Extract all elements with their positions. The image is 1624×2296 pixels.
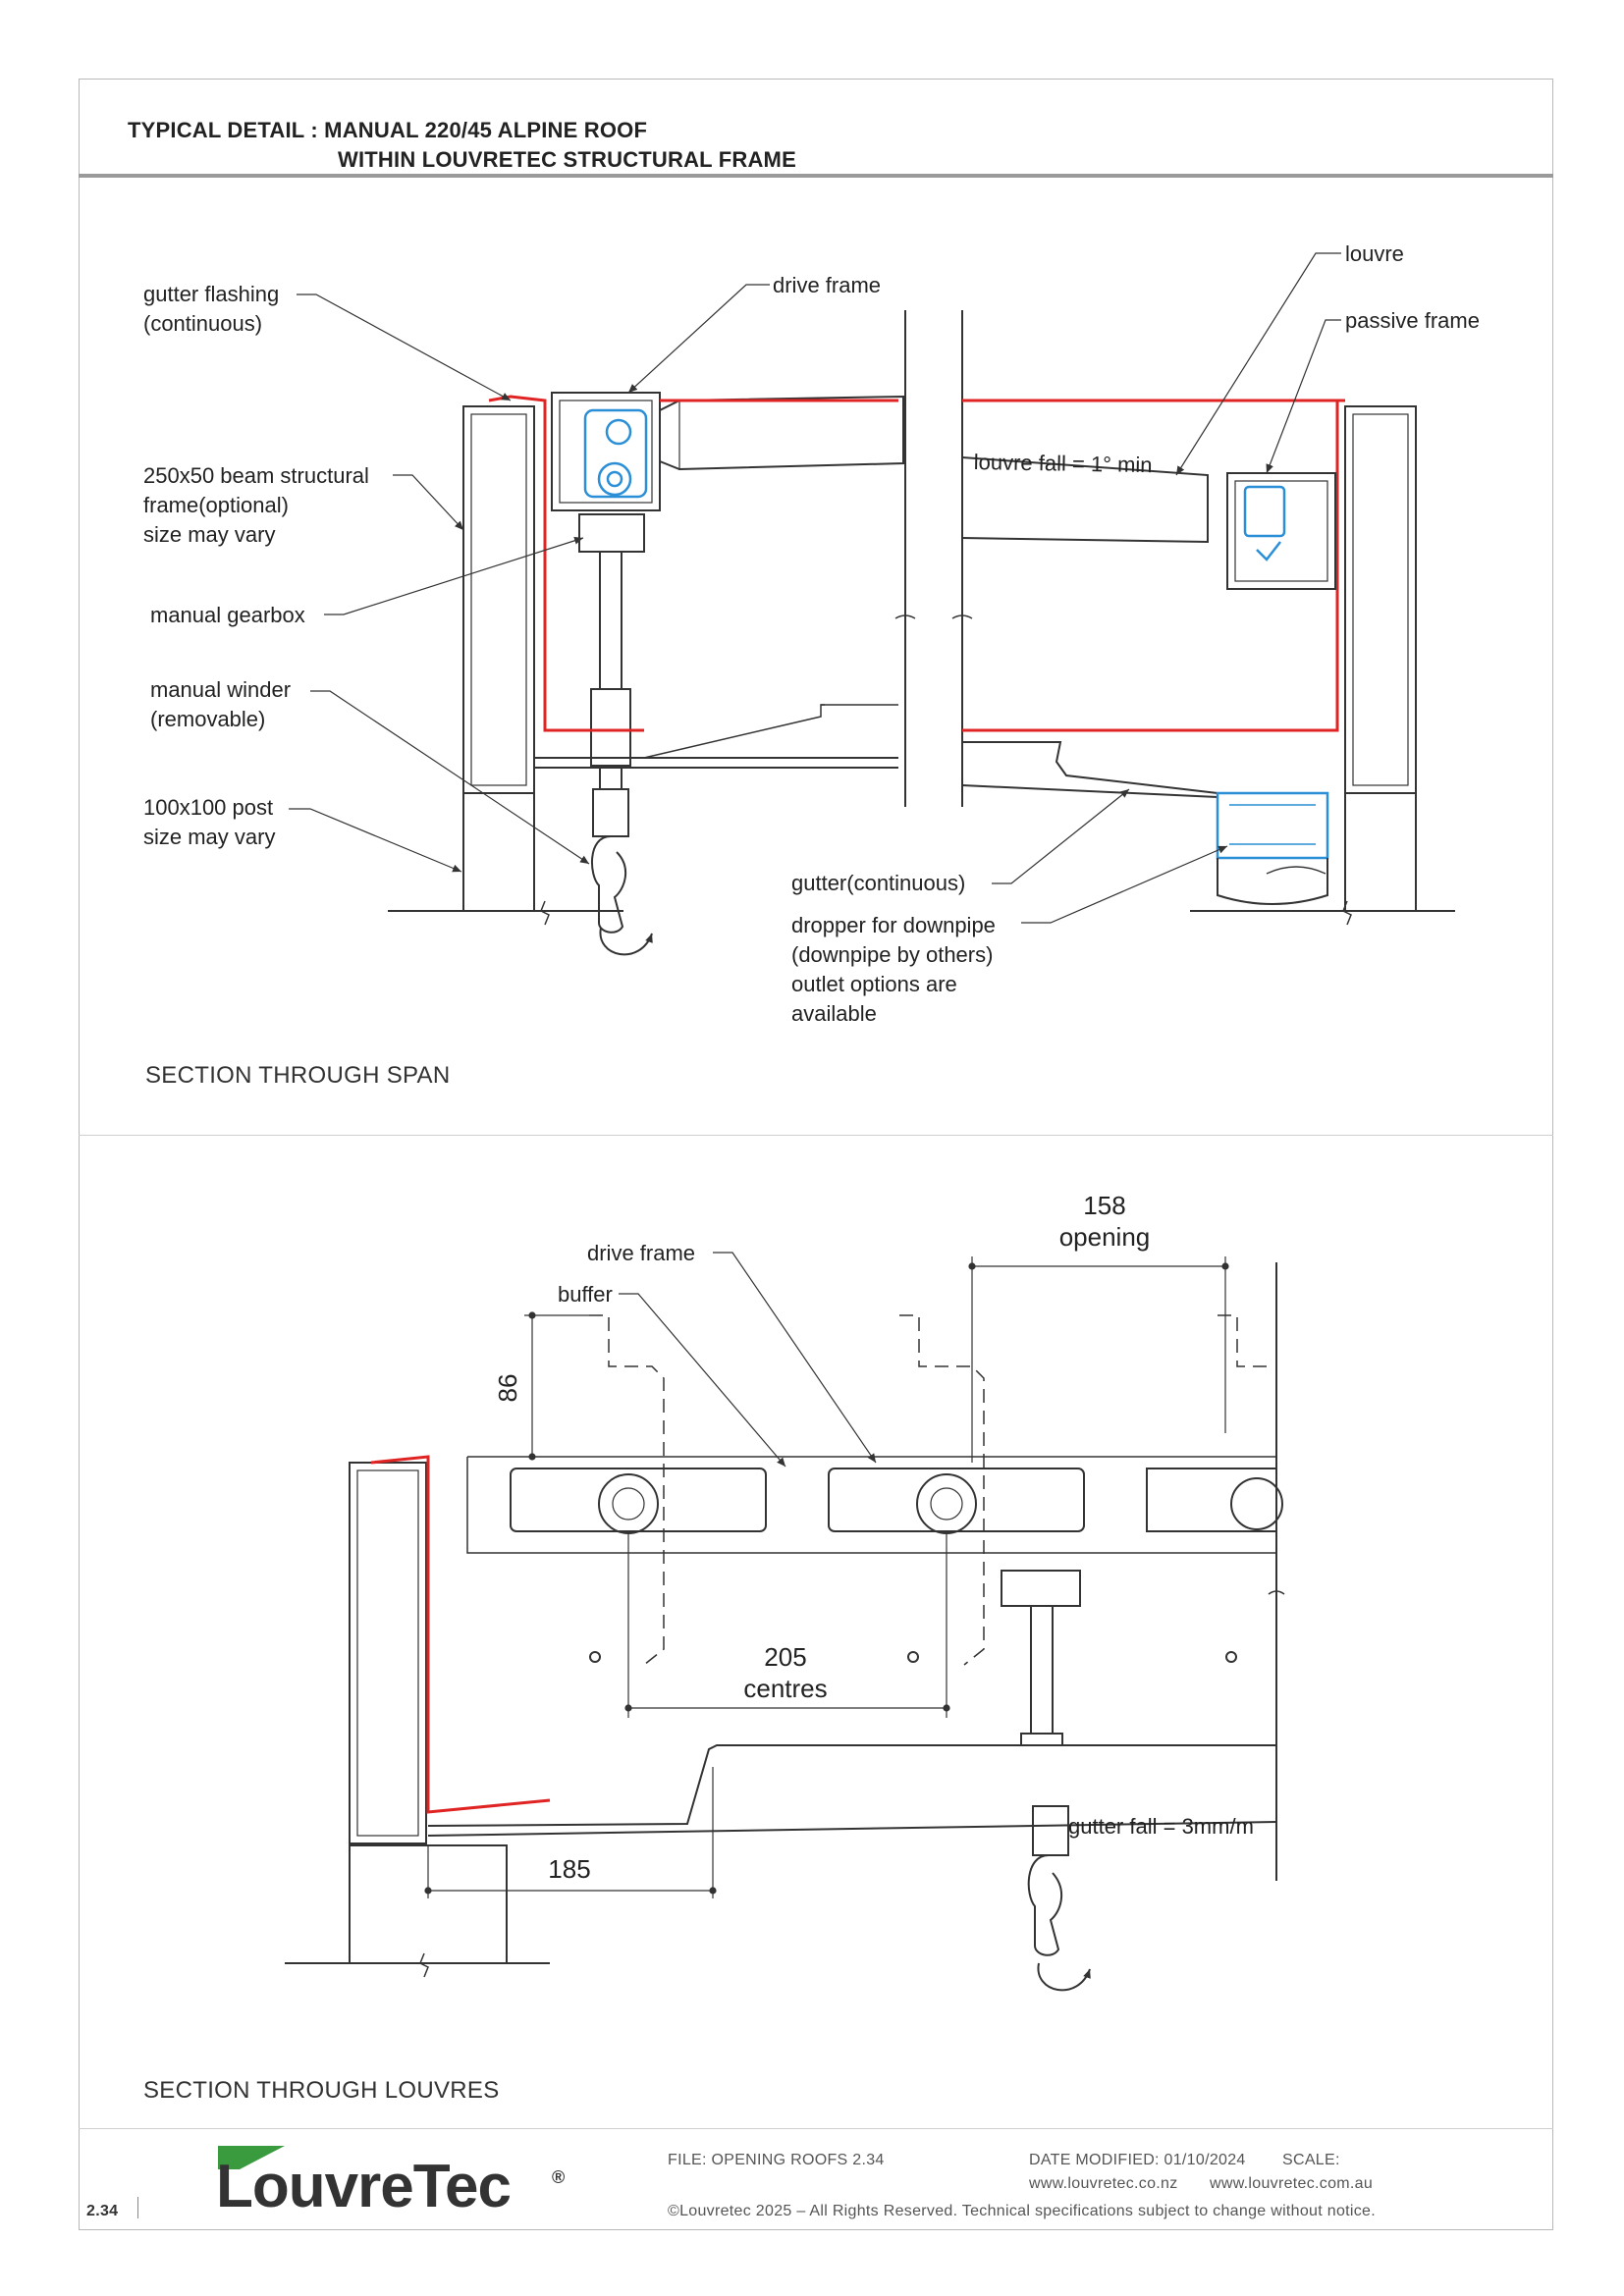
caption-section-louvres: SECTION THROUGH LOUVRES <box>143 2077 500 2104</box>
leader-lines-span <box>289 253 1341 923</box>
louvre-blade-1 <box>511 1468 766 1533</box>
page-number: 2.34 <box>86 2203 119 2219</box>
louvre-blade-left <box>660 397 903 469</box>
section-span-drawing <box>388 310 1455 954</box>
dim-centres: 205 centres <box>743 1642 828 1703</box>
logo-registered: ® <box>552 2167 566 2187</box>
louvre-blade-2 <box>829 1468 1084 1533</box>
label-buffer: buffer <box>558 1282 613 1307</box>
gearbox-blue <box>585 410 646 497</box>
dim-opening: 158 opening <box>1058 1191 1151 1252</box>
label-gutter-fall: gutter fall = 3mm/m <box>1068 1814 1254 1839</box>
label-louvre-fall: louvre fall = 1° min <box>973 449 1153 478</box>
footer-web-au[interactable]: www.louvretec.com.au <box>1210 2175 1374 2192</box>
label-drive-frame-bottom: drive frame <box>587 1241 696 1265</box>
footer-date: DATE MODIFIED: 01/10/2024 <box>1029 2152 1246 2168</box>
beam-bottom <box>350 1463 426 1843</box>
passive-frame-box <box>1227 473 1335 589</box>
logo-text: LouvreTec <box>216 2153 511 2220</box>
winder-head <box>593 789 628 836</box>
open-positions-dashed <box>589 1315 1272 1665</box>
label-manual-winder: manual winder (removable) <box>150 677 292 731</box>
label-manual-gearbox: manual gearbox <box>150 603 305 627</box>
footer-file: FILE: OPENING ROOFS 2.34 <box>668 2152 885 2168</box>
flashing-left <box>489 397 898 730</box>
dim-edge: 185 <box>548 1854 591 1884</box>
dim-height: 86 <box>493 1373 522 1403</box>
post-right <box>1345 793 1416 911</box>
footer-scale: SCALE: <box>1282 2152 1340 2168</box>
winder-shaft <box>600 552 622 689</box>
title-line-2: WITHIN LOUVRETEC STRUCTURAL FRAME <box>338 147 796 172</box>
beam-left <box>463 406 534 793</box>
dropper-outlet <box>1218 793 1327 858</box>
footer-copyright: ©Louvretec 2025 – All Rights Reserved. Technical specifications subject to change without notice. <box>668 2203 1376 2219</box>
winder-hook <box>592 836 625 933</box>
footer-web-nz[interactable]: www.louvretec.co.nz <box>1029 2175 1178 2192</box>
label-drive-frame-top: drive frame <box>773 273 882 297</box>
label-gutter: gutter(continuous) <box>791 871 966 895</box>
label-dropper: dropper for downpipe (downpipe by others) outlet options are available <box>791 913 996 1026</box>
beam-left-inner <box>471 414 526 785</box>
manual-gearbox-bottom <box>1001 1571 1080 1606</box>
louvre-blade-3 <box>1147 1468 1282 1531</box>
passive-frame-blue <box>1245 487 1284 560</box>
title-line-1: TYPICAL DETAIL : MANUAL 220/45 ALPINE ROOF <box>128 118 648 142</box>
beam-right <box>1345 406 1416 793</box>
flashing-bottom <box>371 1457 550 1812</box>
caption-section-span: SECTION THROUGH SPAN <box>145 1062 451 1089</box>
winder-head-bottom <box>1033 1806 1068 1855</box>
manual-gearbox <box>579 514 644 552</box>
winder-coupling <box>591 689 630 766</box>
label-passive-frame: passive frame <box>1345 308 1480 333</box>
label-louvre: louvre <box>1345 241 1404 266</box>
label-beam: 250x50 beam structural frame(optional) size may vary <box>143 463 369 547</box>
page-number-divider <box>137 2197 138 2218</box>
winder-hook-bottom <box>1029 1855 1061 1955</box>
label-post: 100x100 post size may vary <box>143 795 276 849</box>
break-mark <box>541 901 549 925</box>
post-left <box>463 793 534 911</box>
section-louvres-drawing <box>285 1262 1284 1990</box>
downpipe <box>1218 858 1327 904</box>
label-gutter-flashing: gutter flashing (continuous) <box>143 282 280 336</box>
